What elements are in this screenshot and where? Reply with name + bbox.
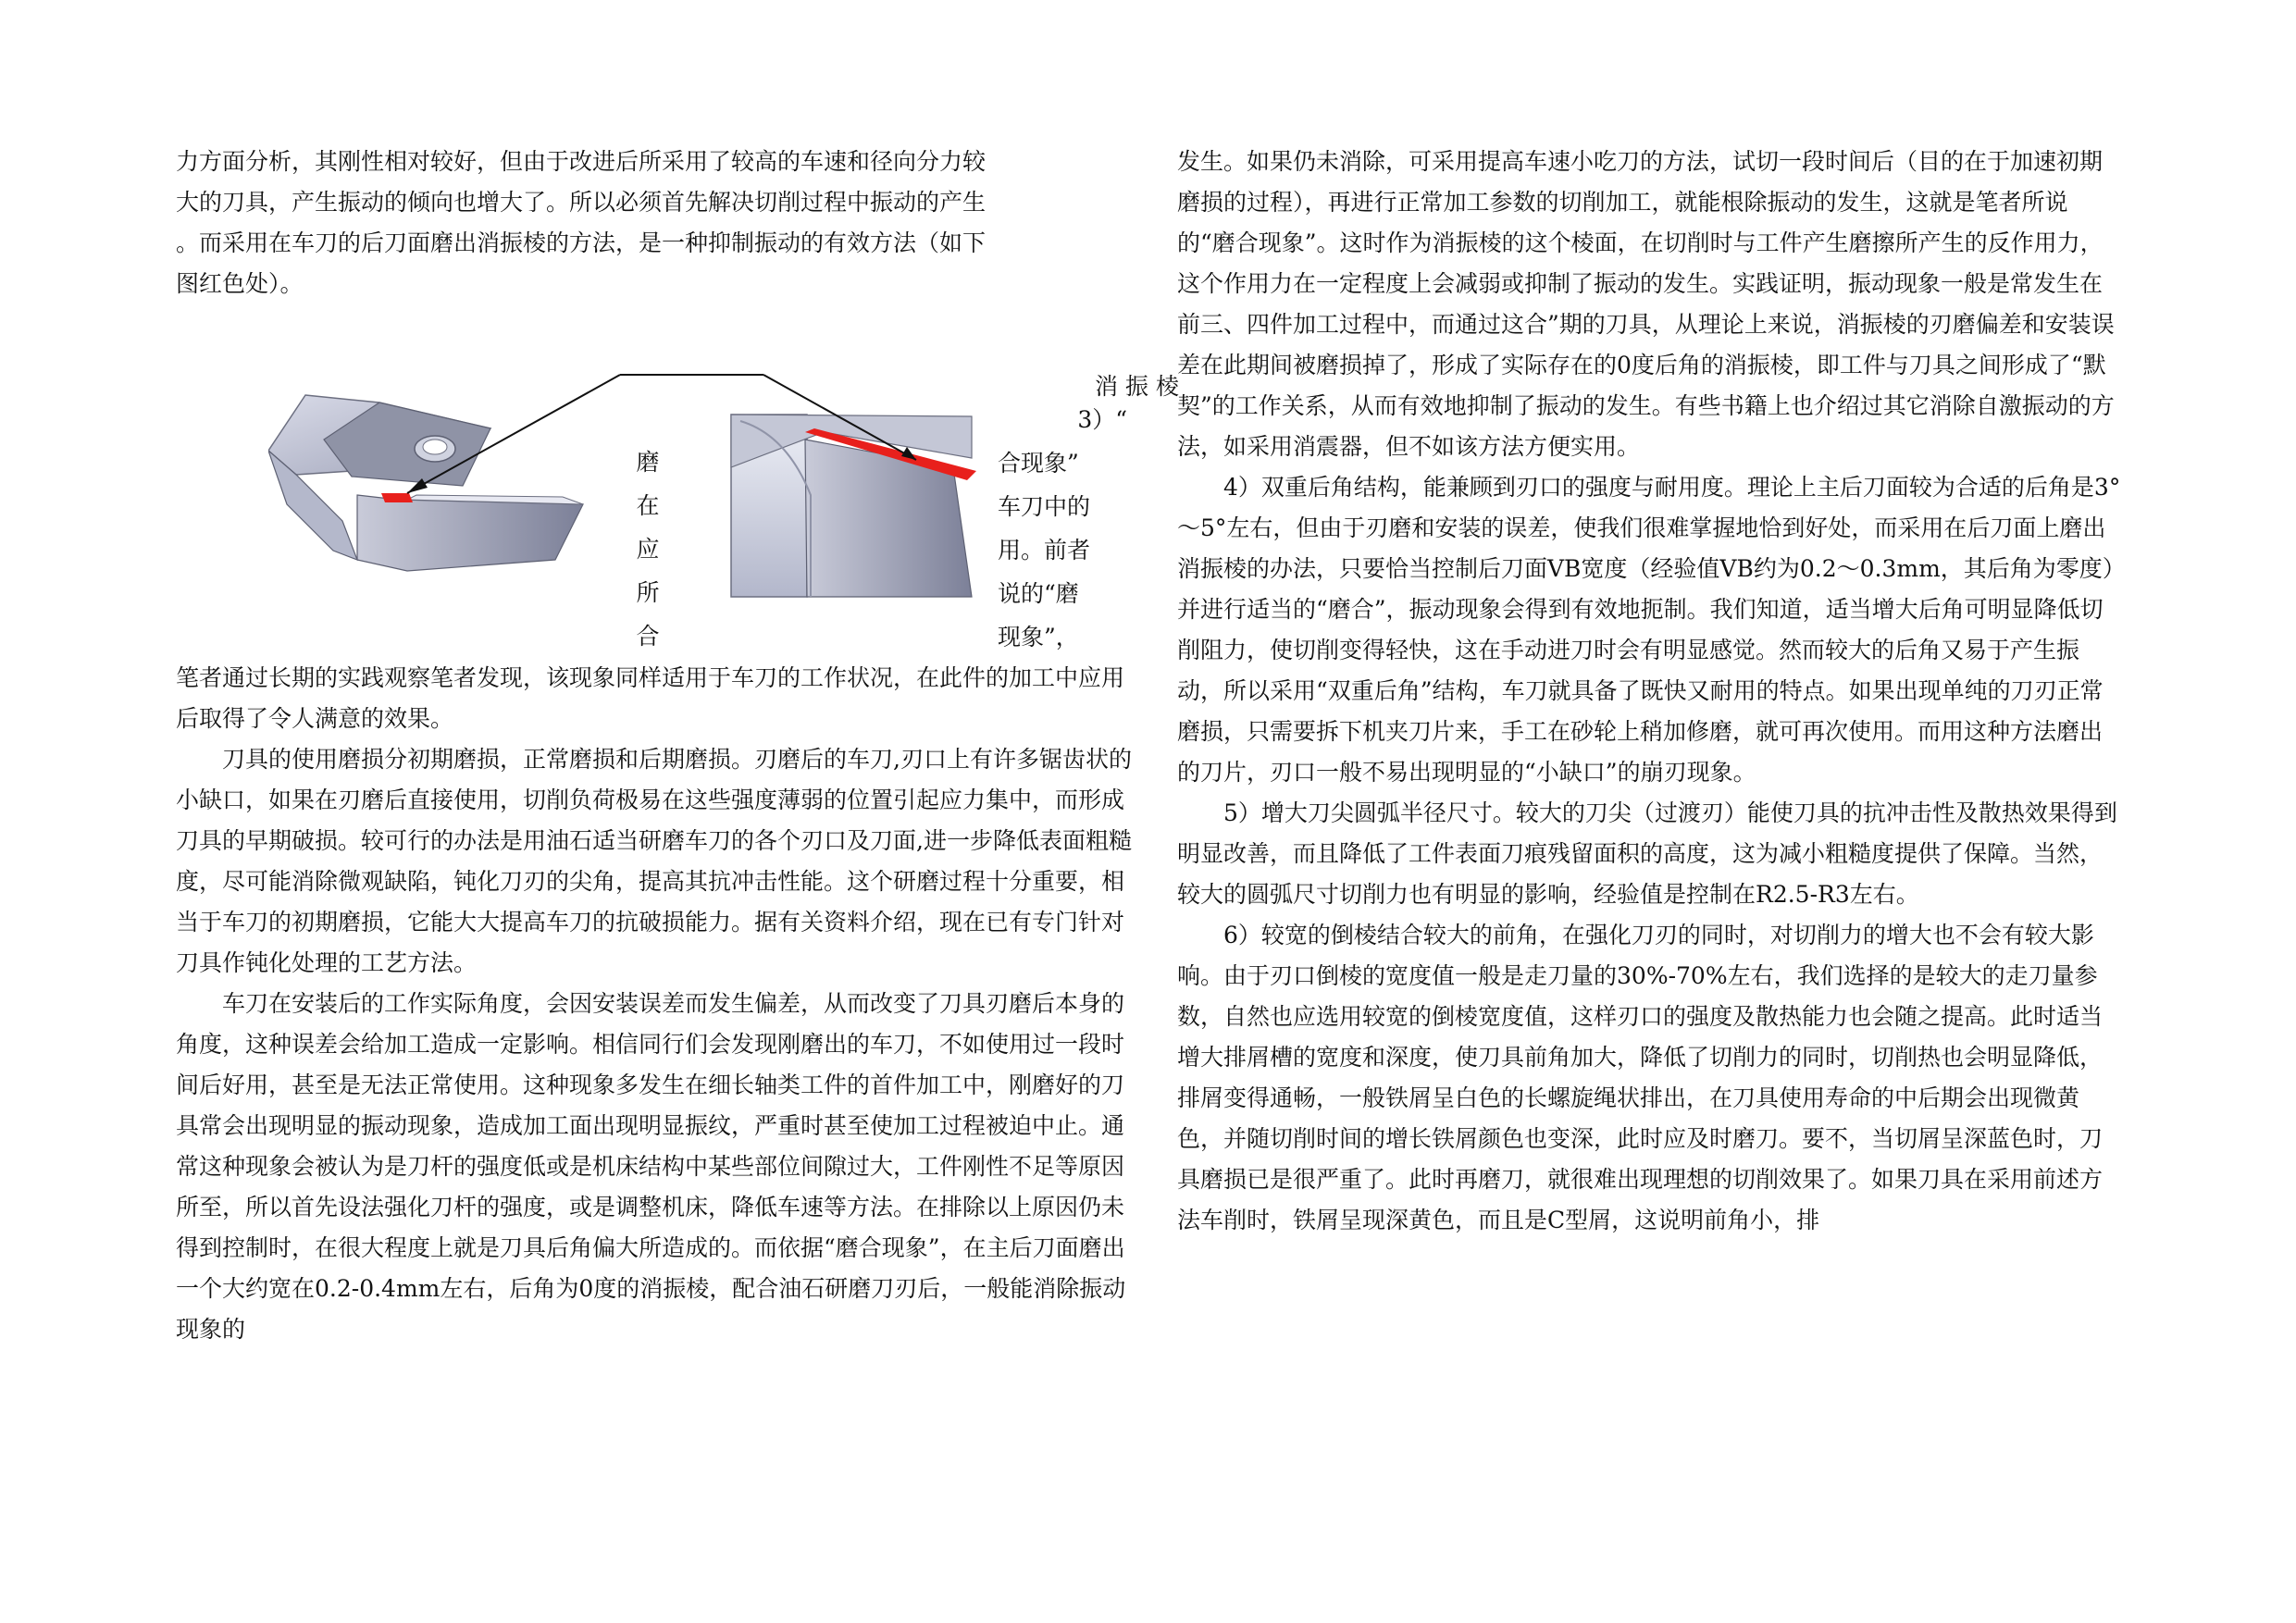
vertical-char: 合 [636, 623, 660, 650]
vertical-char: 磨 [636, 449, 660, 476]
right-column-body [1177, 142, 2121, 1241]
paragraph: 4）双重后角结构，能兼顾到刃口的强度与耐用度。理论上主后刀面较为合适的后角是3°～5°左右，但由于刃磨和安装的误差，使我们很难掌握地恰到好处，而采用在后刀面上磨出消振棱的办法，只要恰当控制后刀面VB宽度（经验值VB约为0.2～0.3mm，其后角为零度）并进行适当的“磨合”，振动现象会得到有效地扼制。我们知道，适当增大后角可明显降低切削阻力，使切削变得轻快，这在手动进刀时会有明显感觉。然而较大的后角又易于产生振动，所以采用“双重后角”结构，车刀就具备了既快又耐用的特点。如果出现单纯的刀刃正常磨损，只需要拆下机夹刀片来，手工在砂轮上稍加修磨，就可再次使用。而用这种方法磨出的刀片，刃口一般不易出现明显的“小缺口”的崩刃现象。 [1177, 474, 2121, 786]
paragraph: 6）较宽的倒棱结合较大的前角，在强化刀刃的同时，对切削力的增大也不会有较大影响。由于刃口倒棱的宽度值一般是走刀量的30%-70%左右，我们选择的是较大的走刀量参数，自然也应选用较宽的倒棱宽度值，这样刃口的强度及散热能力也会随之提高。此时适当增大排屑槽的宽度和深度，使刀具前角加大，降低了切削力的同时，切削热也会明显降低，排屑变得通畅，一般铁屑呈白色的长螺旋绳状排出，在刀具使用寿命的中后期会出现微黄色，并随切削时间的增长铁屑颜色也变深，此时应及时磨刀。要不，当切屑呈深蓝色时，刀具磨损已是很严重了。此时再磨刀，就很难出现理想的切削效果了。如果刀具在采用前述方法车削时，铁屑呈现深黄色，而且是C型屑，这说明前角小，排 [1177, 922, 2104, 1233]
paragraph: 刀具的使用磨损分初期磨损，正常磨损和后期磨损。刃磨后的车刀,刃口上有许多锯齿状的小缺口，如果在刃磨后直接使用，切削负荷极易在这些强度薄弱的位置引起应力集中，而形成刀具的早期破损。较可行的办法是用油石适当研磨车刀的各个刃口及刀面,进一步降低表面粗糙度，尽可能消除微观缺陷，钝化刀刃的尖角，提高其抗冲击性能。这个研磨过程十分重要，相当于车刀的初期磨损，它能大大提高车刀的抗破损能力。据有关资料介绍，现在已有专门针对刀具作钝化处理的工艺方法。 [176, 746, 1132, 976]
intro-line: 力方面分析，其刚性相对较好，但由于改进后所采用了较高的车速和径向分力较 [176, 148, 987, 175]
vertical-char: 应 [636, 536, 660, 563]
paragraph: 笔者通过长期的实践观察笔者发现，该现象同样适用于车刀的工作状况，在此件的加工中应用后取得了令人满意的效果。 [176, 664, 1125, 732]
side-line: 现象”， [998, 624, 1079, 650]
left-intro [176, 142, 1138, 304]
vertical-char: 所 [636, 579, 660, 606]
intro-line: 图红色处）。 [176, 270, 304, 297]
side-line: 合现象” [998, 450, 1079, 477]
paragraph: 发生。如果仍未消除，可采用提高车速小吃刀的方法，试切一段时间后（目的在于加速初期磨损的过程），再进行正常加工参数的切削加工，就能根除振动的发生，这就是笔者所说的“磨合现象”。这时作为消振棱的这个棱面，在切削时与工件产生磨擦所产生的反作用力，这个作用力在一定程度上会减弱或抑制了振动的发生。实践证明，振动现象一般是常发生在前三、四件加工过程中，而通过这合”期的刀具，从理论上来说，消振棱的刃磨偏差和安装误差在此期间被磨损掉了，形成了实际存在的0度后角的消振棱，即工件与刀具之间形成了“默契”的工作关系，从而有效地抑制了振动的发生。有些书籍上也介绍过其它消除自激振动的方法，如采用消震器，但不如该方法方便实用。 [1177, 148, 2115, 460]
left-column-body [176, 658, 1138, 1350]
vertical-char: 在 [636, 492, 660, 519]
side-line: 说的“磨 [998, 580, 1079, 607]
intro-line: 。而采用在车刀的后刀面磨出消振棱的方法，是一种抑制振动的有效方法（如下 [176, 229, 987, 256]
figure-side-text [998, 398, 1127, 659]
figure-vertical-text [634, 440, 662, 658]
side-line: 车刀中的 [998, 493, 1091, 520]
figure-label: 消振棱 [1095, 373, 1187, 400]
side-line: 用。前者 [998, 537, 1091, 564]
intro-line: 大的刀具，产生振动的倾向也增大了。所以必须首先解决切削过程中振动的产生 [176, 189, 987, 216]
paragraph: 车刀在安装后的工作实际角度，会因安装误差而发生偏差，从而改变了刀具刃磨后本身的角度，这种误差会给加工造成一定影响。相信同行们会发现刚磨出的车刀，不如使用过一段时间后好用，甚至是无法正常使用。这种现象多发生在细长轴类工件的首件加工中，刚磨好的刀具常会出现明显的振动现象，造成加工面出现明显振纹，严重时甚至使加工过程被迫中止。通常这种现象会被认为是刀杆的强度低或是机床结构中某些部位间隙过大，工件刚性不足等原因所至，所以首先设法强化刀杆的强度，或是调整机床，降低车速等方法。在排除以上原因仍未得到控制时，在很大程度上就是刀具后角偏大所造成的。而依据“磨合现象”，在主后刀面磨出一个大约宽在0.2-0.4mm左右，后角为0度的消振棱，配合油石研磨刀刃后，一般能消除振动现象的 [176, 990, 1126, 1343]
paragraph: 5）增大刀尖圆弧半径尺寸。较大的刀尖（过渡刃）能使刀具的抗冲击性及散热效果得到明显改善，而且降低了工件表面刀痕残留面积的高度，这为减小粗糙度提供了保障。当然，较大的圆弧尺寸切削力也有明显的影响，经验值是控制在R2.5-R3左右。 [1177, 799, 2117, 908]
side-line: 3）“ [1077, 406, 1127, 433]
